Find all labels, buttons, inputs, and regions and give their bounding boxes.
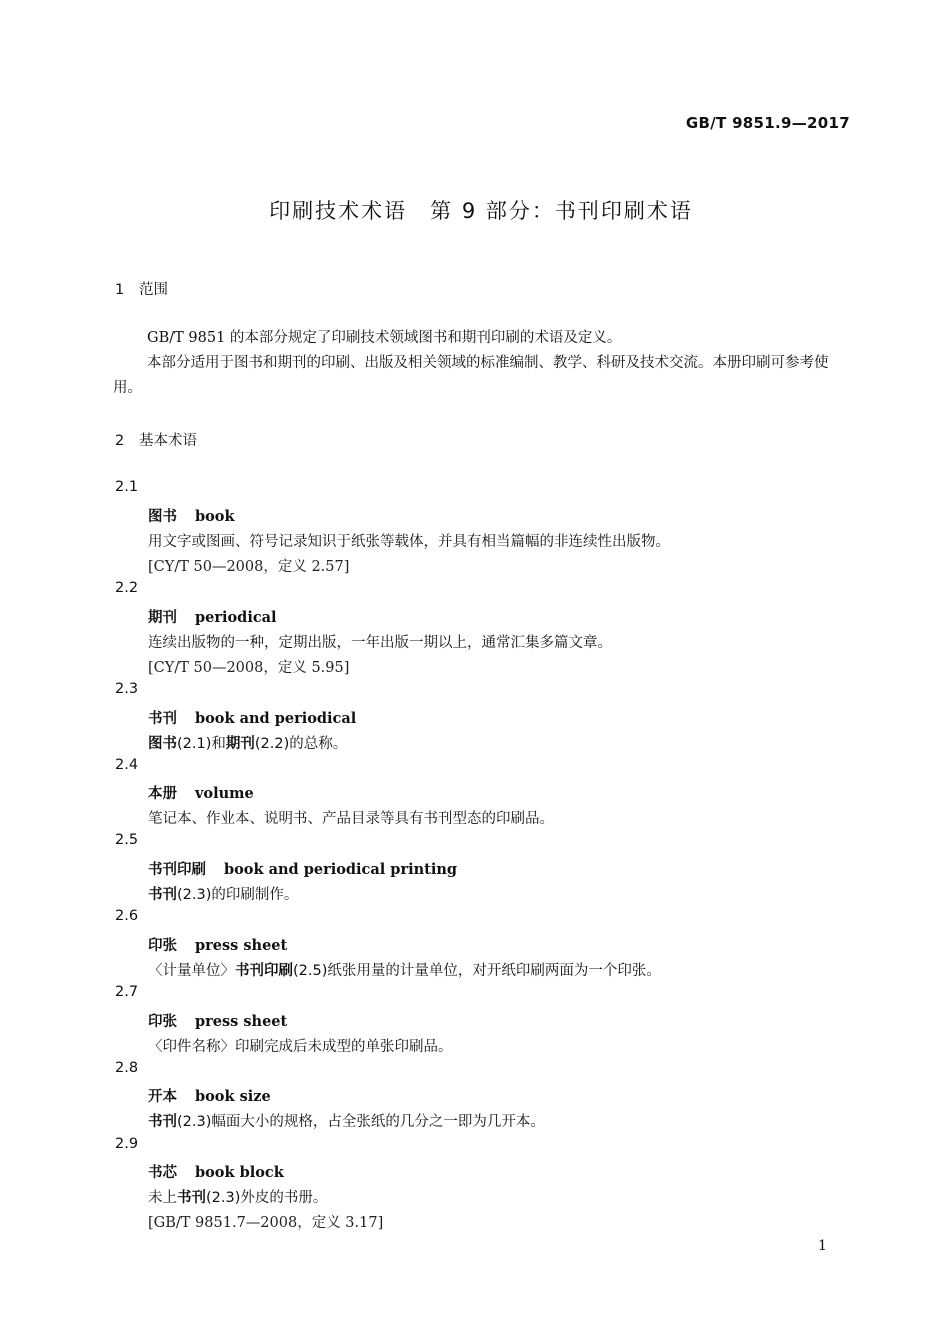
term-number: 2.3 [115, 681, 139, 697]
section-title: 范围 [139, 282, 168, 298]
term-reference-number: (2.2) [254, 736, 290, 752]
term-en: book size [195, 1088, 271, 1105]
term-zh: 书刊 [148, 711, 177, 727]
section-heading-basic-terms [115, 429, 197, 450]
term-definition [148, 1110, 545, 1131]
term-source: [GB/T 9851.7—2008，定义 3.17] [148, 1215, 384, 1231]
section-heading-scope [115, 278, 168, 299]
term-heading [148, 1085, 271, 1106]
term-en: volume [195, 785, 254, 802]
term-reference-number: (2.3) [177, 1114, 212, 1130]
term-source: [CY/T 50—2008，定义 2.57] [148, 559, 350, 575]
term-heading [148, 505, 235, 526]
section-title: 基本术语 [139, 433, 197, 449]
term-heading [148, 707, 356, 728]
term-reference: 期刊 [225, 736, 255, 752]
term-reference-number: (2.5) [293, 963, 328, 979]
term-number: 2.9 [115, 1136, 139, 1152]
term-number: 2.4 [115, 757, 139, 773]
term-reference: 书刊 [148, 1114, 177, 1130]
term-en: press sheet [195, 937, 288, 954]
term-definition: 〈印件名称〉印刷完成后未成型的单张印刷品。 [148, 1039, 453, 1055]
term-zh: 印张 [148, 938, 177, 954]
term-reference: 书刊 [177, 1190, 206, 1206]
term-definition: 用文字或图画、符号记录知识于纸张等载体，并具有相当篇幅的非连续性出版物。 [148, 534, 670, 550]
term-heading [148, 934, 287, 955]
term-reference: 书刊印刷 [235, 963, 293, 979]
term-definition [148, 883, 298, 904]
term-zh: 图书 [148, 509, 177, 525]
term-number: 2.8 [115, 1060, 139, 1076]
term-number: 2.5 [115, 832, 139, 848]
term-definition [148, 732, 347, 753]
term-number: 2.7 [115, 984, 139, 1000]
term-en: book [195, 508, 235, 525]
term-reference: 书刊 [148, 887, 177, 903]
term-definition: 连续出版物的一种，定期出版，一年出版一期以上，通常汇集多篇文章。 [148, 635, 612, 651]
term-definition: 笔记本、作业本、说明书、产品目录等具有书刊型态的印刷品。 [148, 811, 554, 827]
term-en: book and periodical [195, 710, 357, 727]
document-title: 印刷技术术语 第 9 部分：书刊印刷术语 [269, 199, 693, 223]
definition-text: 外皮的书册。 [240, 1190, 328, 1206]
definition-text: 的印刷制作。 [211, 887, 299, 903]
definition-text: 和 [211, 736, 226, 752]
section-number: 2 [115, 433, 125, 449]
document-code: GB/T 9851.9—2017 [685, 114, 850, 132]
scope-paragraph-1: GB/T 9851 的本部分规定了印刷技术领域图书和期刊印刷的术语及定义。 [147, 330, 622, 346]
term-en: book and periodical printing [224, 861, 458, 878]
definition-text: 幅面大小的规格，占全张纸的几分之一即为几开本。 [211, 1114, 545, 1130]
term-zh: 书刊印刷 [148, 862, 206, 878]
term-heading [148, 1161, 284, 1182]
term-zh: 期刊 [148, 610, 177, 626]
term-source: [CY/T 50—2008，定义 5.95] [148, 660, 350, 676]
term-number: 2.2 [115, 580, 139, 596]
term-heading [148, 606, 277, 627]
term-definition [148, 959, 661, 980]
term-zh: 本册 [148, 786, 177, 802]
term-en: periodical [195, 609, 277, 626]
section-number: 1 [115, 282, 125, 298]
definition-text: 的总称。 [289, 736, 348, 752]
term-zh: 印张 [148, 1014, 177, 1030]
term-number: 2.6 [115, 908, 139, 924]
term-zh: 开本 [148, 1089, 177, 1105]
definition-text: 纸张用量的计量单位，对开纸印刷两面为一个印张。 [327, 963, 661, 979]
term-zh: 书芯 [148, 1165, 177, 1181]
definition-qualifier: 〈计量单位〉 [148, 963, 235, 979]
term-reference-number: (2.3) [206, 1190, 241, 1206]
term-definition [148, 1186, 327, 1207]
term-reference: 图书 [148, 736, 177, 752]
term-heading [148, 1010, 287, 1031]
term-reference-number: (2.3) [177, 887, 212, 903]
page-number: 1 [818, 1238, 827, 1254]
term-heading [148, 858, 457, 879]
definition-text: 未上 [148, 1190, 177, 1206]
term-reference-number: (2.1) [177, 736, 212, 752]
term-en: book block [195, 1164, 284, 1181]
term-heading [148, 782, 254, 803]
term-en: press sheet [195, 1013, 288, 1030]
term-number: 2.1 [115, 479, 139, 495]
scope-paragraph-2: 本部分适用于图书和期刊的印刷、出版及相关领域的标准编制、教学、科研及技术交流。本册印刷可参考使用。 [113, 355, 829, 396]
